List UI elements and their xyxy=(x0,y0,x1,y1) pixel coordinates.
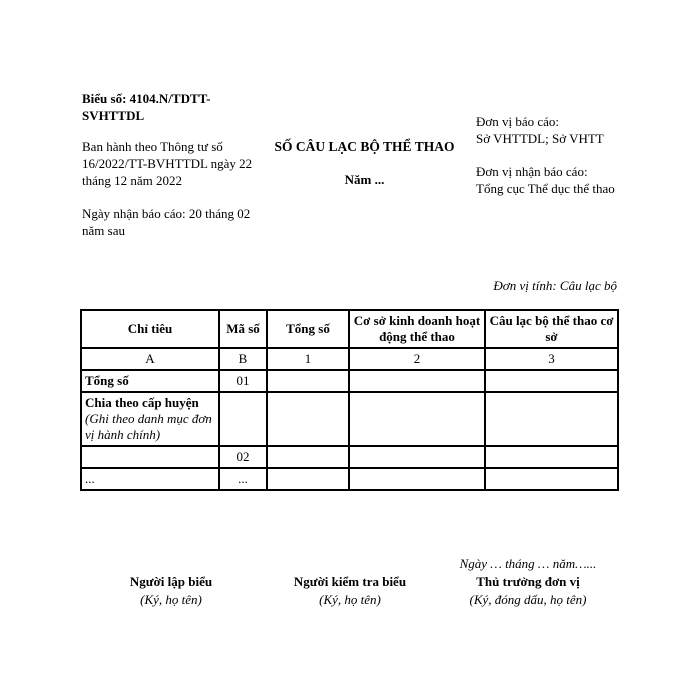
table-cell[interactable] xyxy=(349,468,485,490)
signature-head xyxy=(443,573,613,609)
preparer-title: Người lập biểu xyxy=(129,574,213,589)
table-cell[interactable] xyxy=(349,446,485,468)
table-cell[interactable] xyxy=(349,392,485,446)
receiving-unit-value: Tổng cục Thể dục thể thao xyxy=(476,181,615,196)
index-cell: 2 xyxy=(349,348,485,370)
data-table xyxy=(80,309,619,491)
reporting-unit-label: Đơn vị báo cáo: xyxy=(476,114,560,129)
district-label: Chia theo cấp huyện xyxy=(85,395,199,410)
report-year: Năm ... xyxy=(344,172,385,187)
index-cell: 3 xyxy=(485,348,618,370)
table-row-dots xyxy=(81,468,618,490)
table-cell[interactable] xyxy=(349,370,485,392)
head-title: Thủ trưởng đơn vị xyxy=(476,574,580,589)
receiving-unit xyxy=(476,163,646,197)
table-cell[interactable] xyxy=(267,468,349,490)
table-index-row xyxy=(81,348,618,370)
table-cell[interactable] xyxy=(267,392,349,446)
index-cell: B xyxy=(219,348,267,370)
table-cell[interactable] xyxy=(485,468,618,490)
checker-note: (Ký, họ tên) xyxy=(319,592,381,607)
row-code-01: 01 xyxy=(219,370,267,392)
signature-checker xyxy=(265,573,435,609)
row-code-02: 02 xyxy=(219,446,267,468)
receiving-unit-label: Đơn vị nhận báo cáo: xyxy=(476,164,588,179)
checker-title: Người kiểm tra biểu xyxy=(293,574,407,589)
header-cell-ma-so: Mã số xyxy=(219,310,267,348)
table-row-district xyxy=(81,392,618,446)
preparer-note: (Ký, họ tên) xyxy=(140,592,202,607)
index-cell: 1 xyxy=(267,348,349,370)
row-label-total: Tổng số xyxy=(81,370,219,392)
table-cell[interactable] xyxy=(485,370,618,392)
receive-date-text: Ngày nhận báo cáo: 20 tháng 02 năm sau xyxy=(82,206,251,238)
head-note: (Ký, đóng dấu, họ tên) xyxy=(469,592,587,607)
reporting-unit xyxy=(476,113,646,147)
sign-date-line: Ngày … tháng … năm…... xyxy=(459,556,597,571)
table-row-total xyxy=(81,370,618,392)
reporting-unit-value: Sở VHTTDL; Sở VHTT xyxy=(476,131,604,146)
signature-preparer xyxy=(86,573,256,609)
row-label-district xyxy=(81,392,219,446)
table-cell xyxy=(219,392,267,446)
row-code-dots: ... xyxy=(219,468,267,490)
header-cell-co-so-kinh-doanh: Cơ sở kinh doanh hoạt động thể thao xyxy=(349,310,485,348)
table-cell[interactable] xyxy=(267,370,349,392)
table-row-02 xyxy=(81,446,618,468)
header-cell-chi-tieu: Chỉ tiêu xyxy=(81,310,219,348)
district-note: (Ghi theo danh mục đơn vị hành chính) xyxy=(85,411,212,442)
table-header-row xyxy=(81,310,618,348)
table-cell[interactable] xyxy=(267,446,349,468)
index-cell: A xyxy=(81,348,219,370)
header-cell-clb-co-so: Câu lạc bộ thể thao cơ sở xyxy=(485,310,618,348)
issued-by-text: Ban hành theo Thông tư số 16/2022/TT-BVHTTDL ngày 22 tháng 12 năm 2022 xyxy=(82,139,253,188)
table-cell[interactable] xyxy=(81,446,219,468)
report-title: SỐ CÂU LẠC BỘ THỂ THAO xyxy=(274,139,455,154)
row-label-dots: ... xyxy=(81,468,219,490)
unit-of-measure: Đơn vị tính: Câu lạc bộ xyxy=(493,278,617,293)
form-code: Biểu số: 4104.N/TDTT-SVHTTDL xyxy=(82,91,211,123)
table-cell[interactable] xyxy=(485,446,618,468)
table-cell[interactable] xyxy=(485,392,618,446)
header-cell-tong-so: Tổng số xyxy=(267,310,349,348)
